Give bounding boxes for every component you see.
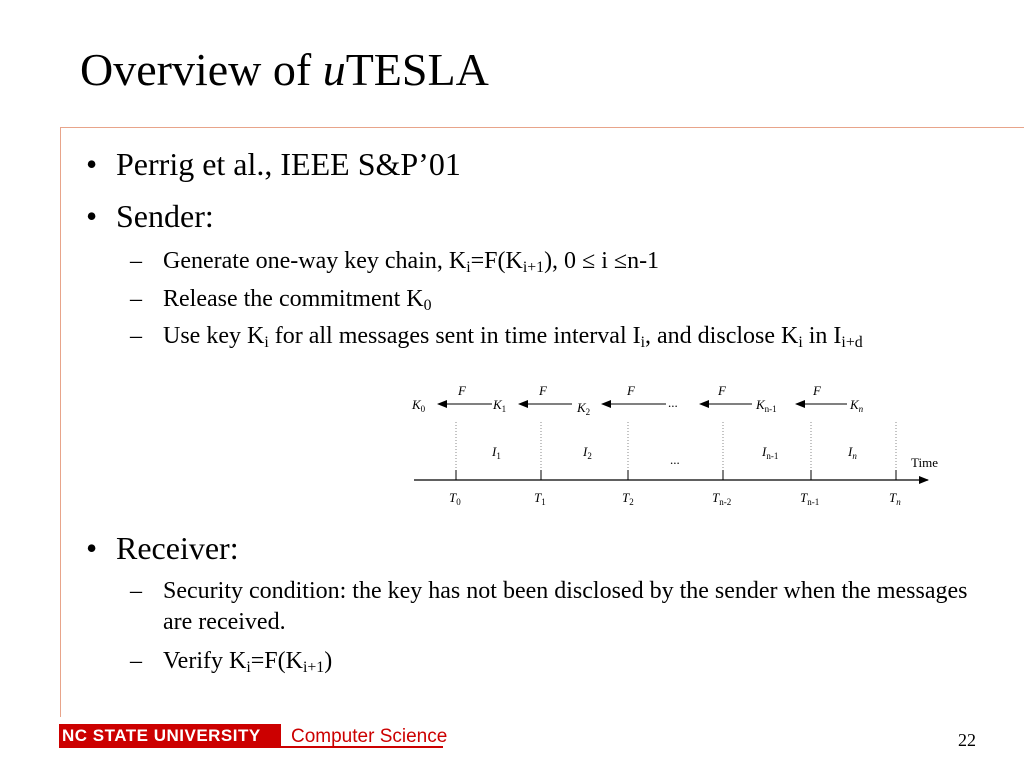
interval-label-in: $I_n$ — [848, 444, 857, 461]
bullet-text: Perrig et al., IEEE S&P’01 — [116, 146, 461, 182]
bullet-dot: • — [86, 146, 98, 182]
sub-bullet-dash: – — [130, 286, 142, 312]
bullet-perrig — [86, 144, 461, 184]
time-label-tn: $T_n$ — [889, 490, 901, 507]
title-suffix: TESLA — [345, 44, 489, 95]
sub-bullet-text: Verify $K_i=F(K_{i+1})$ — [163, 648, 333, 676]
sub-bullet-dash: – — [130, 323, 142, 349]
f-label: F — [539, 383, 547, 398]
sub-bullet-dash: – — [130, 648, 142, 674]
bullet-text: Receiver: — [116, 530, 239, 566]
title-italic-u: u — [322, 44, 346, 95]
f-label: F — [627, 383, 635, 398]
sub-bullet-dash: – — [130, 248, 142, 274]
title-prefix: Overview of — [80, 44, 323, 95]
time-label-tn-2: $T_{n-2}$ — [712, 490, 732, 507]
sub-bullet-text: Release the commitment $K_0$ — [163, 286, 432, 314]
interval-ellipsis: ... — [670, 452, 680, 467]
f-label: F — [813, 383, 821, 398]
sub-bullet-text: Generate one-way key chain, $K_i=F(K_{i+1})$, 0 ≤ i ≤n-1 — [163, 248, 660, 276]
time-label-t1: $T_1$ — [534, 490, 546, 507]
ncsu-logo: NC STATE UNIVERSITY — [59, 724, 281, 748]
accent-line-horizontal — [60, 127, 1024, 128]
sub-bullet-use-key — [130, 321, 970, 352]
time-label-t2: $T_2$ — [622, 490, 634, 507]
bullet-text: Sender: — [116, 198, 214, 234]
sub-bullet-commitment — [130, 284, 970, 315]
sub-bullet-dash: – — [130, 578, 142, 604]
sub-bullet-text: Use key $K_i$ for all messages sent in time interval $I_i$, and disclose $K_i$ in $I_{i+d}$ — [163, 323, 863, 351]
department-label: Computer Science — [291, 726, 448, 747]
key-label-k0: $K_0$ — [412, 397, 426, 414]
key-label-kn: $K_n$ — [850, 397, 864, 414]
time-ticks — [456, 470, 896, 480]
sub-bullet-key-chain — [130, 246, 970, 277]
accent-line-vertical — [60, 127, 61, 717]
time-label-tn-1: $T_{n-1}$ — [800, 490, 820, 507]
f-label: F — [718, 383, 726, 398]
key-ellipsis: ... — [668, 395, 678, 410]
interval-label-i1: $I_1$ — [492, 444, 501, 461]
interval-label-i2: $I_2$ — [583, 444, 592, 461]
key-label-k1: $K_1$ — [493, 397, 507, 414]
bullet-sender — [86, 196, 214, 236]
key-chain-timeline-diagram — [400, 378, 950, 508]
sub-bullet-security-condition — [130, 576, 970, 638]
key-label-kn-1: $K_{n-1}$ — [756, 397, 777, 414]
slide-title — [80, 40, 489, 100]
sub-bullet-verify — [130, 646, 970, 677]
key-label-k2: $K_2$ — [577, 400, 591, 417]
f-label: F — [458, 383, 466, 398]
time-label-t0: $T_0$ — [449, 490, 461, 507]
bullet-receiver — [86, 528, 239, 568]
page-number: 22 — [958, 730, 976, 750]
sub-bullet-text: Security condition: the key has not been disclosed by the sender when the messages are received. — [163, 578, 968, 635]
bullet-dot: • — [86, 530, 98, 566]
interval-label-in-1: $I_{n-1}$ — [762, 444, 779, 461]
bullet-dot: • — [86, 198, 98, 234]
time-axis-label: Time — [911, 455, 938, 470]
